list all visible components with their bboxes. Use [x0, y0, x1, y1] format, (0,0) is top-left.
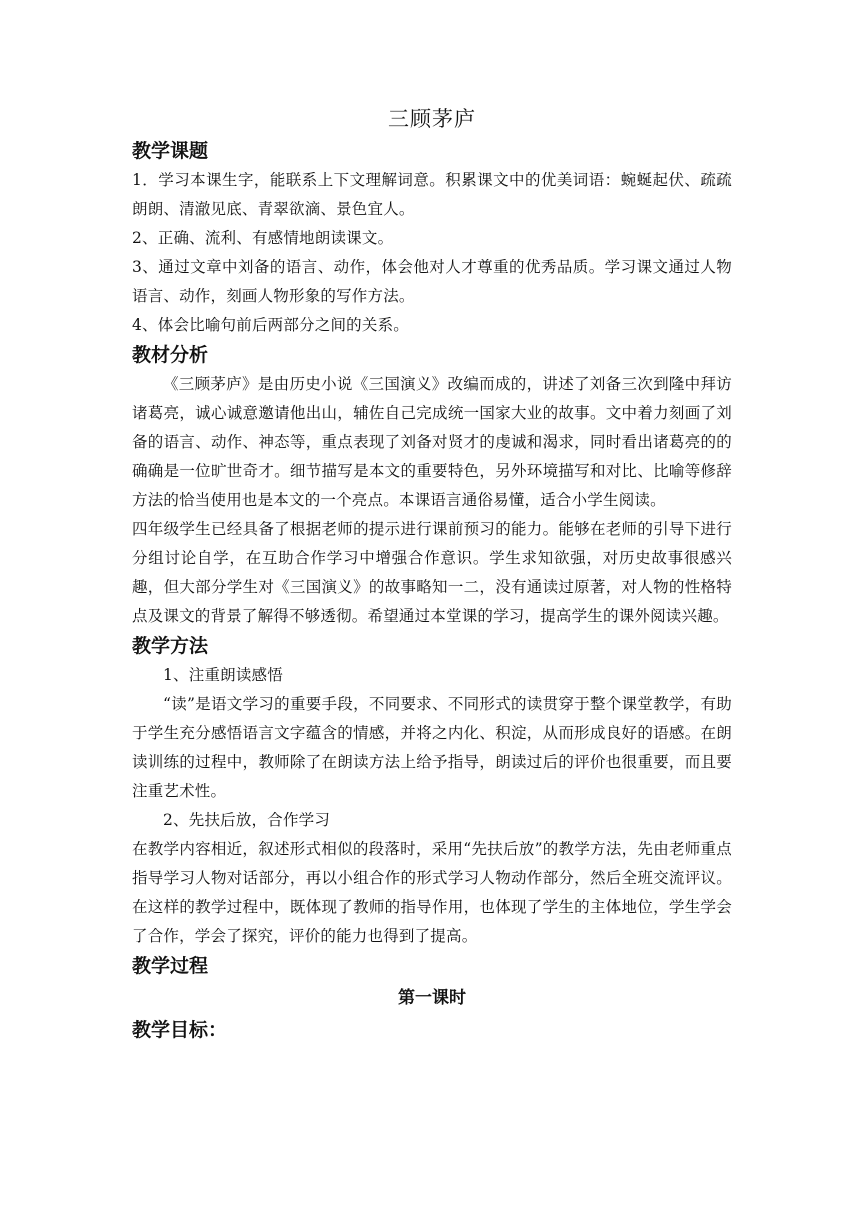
section-method	[132, 631, 732, 951]
section-heading-process: 教学过程	[132, 955, 209, 977]
section-analysis	[132, 340, 732, 631]
section-heading-topic: 教学课题	[132, 140, 209, 162]
topic-item-3: 3、通过文章中刘备的语言、动作，体会他对人才尊重的优秀品质。学习课文通过人物语言、动作，刻画人物形象的写作方法。	[132, 258, 732, 305]
analysis-paragraph-1: 《三顾茅庐》是由历史小说《三国演义》改编而成的，讲述了刘备三次到隆中拜访诸葛亮，诚心诚意邀请他出山，辅佐自己完成统一国家大业的故事。文中着力刻画了刘备的语言、动作、神态等，重点表现了刘备对贤才的虔诚和渴求，同时看出诸葛亮的的确确是一位旷世奇才。细节描写是本文的重要特色，另外环境描写和对比、比喻等修辞方法的恰当使用也是本文的一个亮点。本课语言通俗易懂，适合小学生阅读。	[132, 375, 732, 509]
document-title: 三顾茅庐	[388, 107, 476, 131]
section-heading-analysis: 教材分析	[132, 344, 209, 366]
topic-item-1: 1．学习本课生字，能联系上下文理解词意。积累课文中的优美词语：蜿蜒起伏、疏疏朗朗、清澈见底、青翠欲滴、景色宜人。	[132, 171, 732, 218]
section-heading-method: 教学方法	[132, 635, 209, 657]
goals-heading: 教学目标：	[132, 1019, 228, 1041]
lesson-title: 第一课时	[398, 988, 466, 1008]
analysis-paragraph-2: 四年级学生已经具备了根据老师的提示进行课前预习的能力。能够在老师的引导下进行分组讨论自学，在互助合作学习中增强合作意识。学生求知欲强，对历史故事很感兴趣，但大部分学生对《三国演义》的故事略知一二，没有通读过原著，对人物的性格特点及课文的背景了解得不够透彻。希望通过本堂课的学习，提高学生的课外阅读兴趣。	[132, 520, 732, 625]
method-subtitle-1: 1、注重朗读感悟	[163, 666, 283, 684]
method-text-1: “读”是语文学习的重要手段，不同要求、不同形式的读贯穿于整个课堂教学，有助于学生充分感悟语言文字蕴含的情感，并将之内化、积淀，从而形成良好的语感。在朗读训练的过程中，教师除了在朗读方法上给予指导，朗读过后的评价也很重要，而且要注重艺术性。	[132, 695, 732, 800]
document-body	[132, 102, 732, 1045]
topic-item-2: 2、正确、流利、有感情地朗读课文。	[132, 229, 394, 247]
section-process	[132, 951, 732, 1045]
topic-item-4: 4、体会比喻句前后两部分之间的关系。	[132, 316, 409, 334]
section-topic	[132, 136, 732, 340]
method-text-2: 在教学内容相近，叙述形式相似的段落时，采用“先扶后放”的教学方法，先由老师重点指导学习人物对话部分，再以小组合作的形式学习人物动作部分，然后全班交流评议。在这样的教学过程中，既体现了教师的指导作用，也体现了学生的主体地位，学生学会了合作，学会了探究，评价的能力也得到了提高。	[132, 840, 732, 945]
method-subtitle-2: 2、先扶后放，合作学习	[163, 811, 331, 829]
